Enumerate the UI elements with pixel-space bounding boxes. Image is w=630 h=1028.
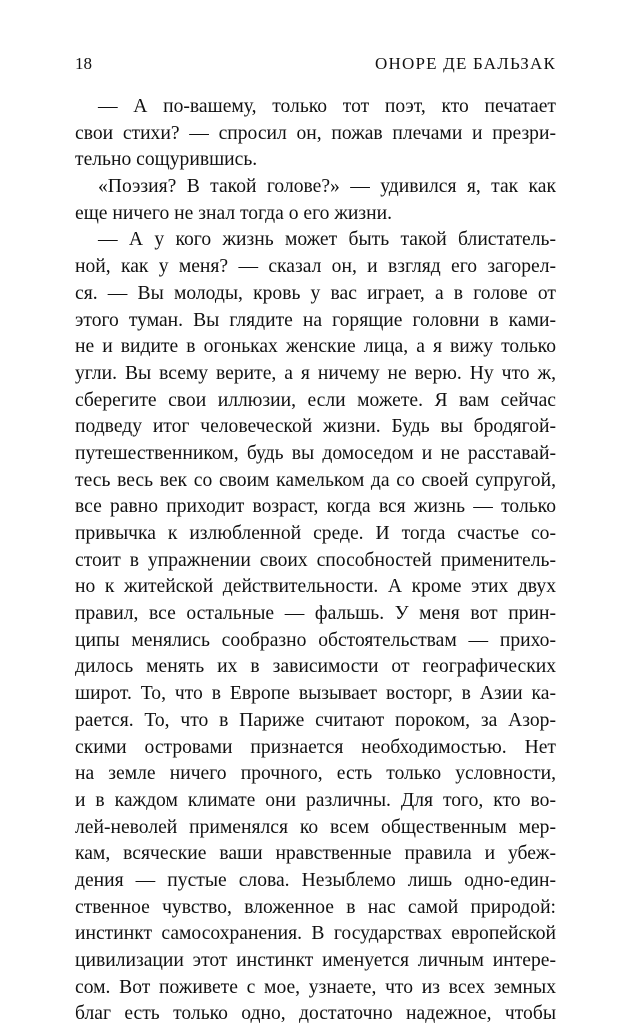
- text-line: — А по-вашему, только тот поэт, кто печатает: [98, 96, 556, 117]
- text-line: подведу итог человеческой жизни. Будь вы бродягой-: [75, 416, 556, 438]
- text-line: но к житейской действительности. А кроме этих двух: [75, 576, 556, 598]
- text-line: ся. — Вы молоды, кровь у вас играет, а в голове от: [75, 282, 556, 304]
- text-line: на земле ничего прочного, есть только условности,: [75, 763, 556, 785]
- text-line: этого туман. Вы глядите на горящие головни в ками-: [75, 309, 556, 331]
- text-line: не и видите в огоньках женские лица, а я вижу только: [75, 336, 556, 358]
- text-line: дилось менять их в зависимости от географических: [75, 656, 556, 678]
- text-line: сом. Вот поживете с мое, узнаете, что из всех земных: [75, 976, 556, 998]
- text-line: еще ничего не знал тогда о его жизни.: [75, 202, 392, 224]
- text-line: стоит в упражнении своих способностей применитель-: [75, 549, 556, 571]
- text-line: скими островами признается необходимостью. Нет: [75, 736, 556, 758]
- text-line: ной, как у меня? — сказал он, и взгляд его загорел-: [75, 256, 556, 278]
- text-line: рается. То, что в Париже считают пороком, за Азор-: [75, 709, 556, 731]
- text-line: угли. Вы всему верите, а я ничему не верю. Ну что ж,: [75, 362, 556, 384]
- text-line: инстинкт самосохранения. В государствах европейской: [75, 923, 556, 945]
- text-line: тельно сощурившись.: [75, 149, 258, 171]
- text-line: тесь весь век со своим камельком да со своей супругой,: [75, 469, 556, 491]
- running-head: [75, 52, 556, 76]
- text-line: ципы менялись сообразно обстоятельствам — прихо-: [75, 629, 556, 651]
- text-line: дения — пустые слова. Незыблемо лишь одно-един-: [75, 869, 556, 891]
- text-line: лей-неволей применялся ко всем общественным мер-: [75, 816, 556, 838]
- text-line: и в каждом климате они различны. Для того, кто во-: [75, 789, 556, 811]
- text-line: ственное чувство, вложенное в нас самой природой:: [75, 896, 556, 918]
- text-line: цивилизации этот инстинкт именуется личным интере-: [75, 950, 556, 971]
- text-line: — А у кого жизнь может быть такой блистатель-: [98, 229, 556, 251]
- text-line: благ есть только одно, достаточно надежное, чтобы: [75, 1003, 556, 1025]
- body-text: [75, 94, 556, 1028]
- running-head-author: ОНОРЕ ДЕ БАЛЬЗАК: [375, 54, 556, 73]
- text-line: правил, все остальные — фальшь. У меня вот прин-: [75, 603, 556, 625]
- text-line: путешественником, будь вы домоседом и не расставай-: [75, 442, 556, 464]
- text-line: сберегите свои иллюзии, если можете. Я вам сейчас: [75, 389, 556, 411]
- text-line: все равно приходит возраст, когда вся жизнь — только: [75, 496, 556, 518]
- page-number: 18: [75, 54, 92, 73]
- text-line: широт. То, что в Европе вызывает восторг, в Азии ка-: [75, 683, 556, 705]
- text-line: привычка к излюбленной среде. И тогда счастье со-: [75, 523, 556, 544]
- text-line: кам, всяческие ваши нравственные правила и убеж-: [75, 843, 556, 865]
- text-line: свои стихи? — спросил он, пожав плечами и презри-: [75, 122, 556, 144]
- text-line: «Поэзия? В такой голове?» — удивился я, так как: [98, 176, 556, 198]
